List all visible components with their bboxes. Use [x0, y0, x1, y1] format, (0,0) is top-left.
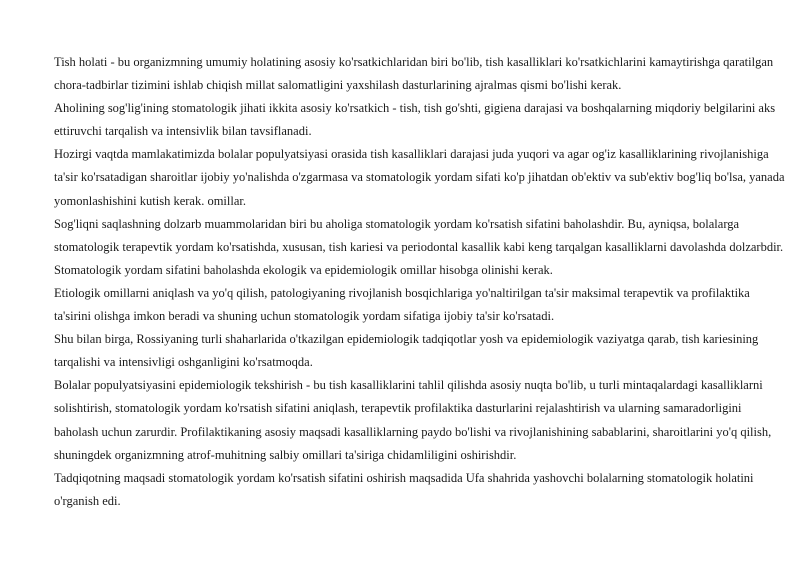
- paragraph: Shu bilan birga, Rossiyaning turli shaharlarida o'tkazilgan epidemiologik tadqiqotlar yosh va epidemiologik vaziyatga qarab, tish kariesining tarqalishi va intensivligi oshganligini ko'rsatmoqda.: [54, 332, 759, 370]
- paragraph: Bolalar populyatsiyasini epidemiologik tekshirish - bu tish kasalliklarini tahlil qilishda asosiy nuqta bo'lib, u turli mintaqalardagi kasalliklarni solishtirish, stomatologik yordam ko'rsatish sifatini aniqlash, terapevtik profilaktika dasturlarini rejalashtirish va ularning samaradorligini baholash uchun zarurdir. Profilaktikaning asosiy maqsadi kasalliklarning paydo bo'lishi va rivojlanishining sabablarini, sharoitlarini yo'q qilish, shuningdek organizmning atrof-muhitning salbiy omillari ta'siriga chidamliligini oshirishdir.: [54, 378, 772, 462]
- paragraph: Tish holati - bu organizmning umumiy holatining asosiy ko'rsatkichlaridan biri bo'lib, tish kasalliklari ko'rsatkichlarini kamaytirishga qaratilgan chora-tadbirlar tizimini ishlab chiqish millat salomatligini yaxshilash dasturlarining ajralmas qismi bo'lishi kerak.: [54, 55, 774, 93]
- document-page: [54, 51, 786, 513]
- paragraph: Hozirgi vaqtda mamlakatimizda bolalar populyatsiyasi orasida tish kasalliklari darajasi juda yuqori va agar og'iz kasalliklarining rivojlanishiga ta'sir ko'rsatadigan sharoitlar ijobiy yo'nalishda o'zgarmasa va stomatologik yordam sifati ko'p jihatdan ob'ektiv va sub'ektiv bog'liq bo'lsa, yanada yomonlashishini kutish kerak. omillar.: [54, 147, 785, 208]
- paragraph: Aholining sog'lig'ining stomatologik jihati ikkita asosiy ko'rsatkich - tish, tish go'shti, gigiena darajasi va boshqalarning miqdoriy belgilarini aks ettiruvchi tarqalish va intensivlik bilan tavsiflanadi.: [54, 101, 776, 139]
- paragraph: Etiologik omillarni aniqlash va yo'q qilish, patologiyaning rivojlanish bosqichlariga yo'naltirilgan ta'sir maksimal terapevtik va profilaktika ta'sirini olishga imkon beradi va shuning uchun stomatologik yordam sifatiga ijobiy ta'sir ko'rsatadi.: [54, 285, 750, 324]
- paragraph: Sog'liqni saqlashning dolzarb muammolaridan biri bu aholiga stomatologik yordam ko'rsatish sifatini baholashdir. Bu, ayniqsa, bolalarga stomatologik terapevtik yordam ko'rsatishda, xususan, tish kariesi va periodontal kasallik kabi keng tarqalgan kasalliklarni davolashda dolzarbdir. Stomatologik yordam sifatini baholashda ekologik va epidemiologik omillar hisobga olinishi kerak.: [54, 216, 784, 277]
- paragraph: Tadqiqotning maqsadi stomatologik yordam ko'rsatish sifatini oshirish maqsadida Ufa shahrida yashovchi bolalarning stomatologik holatini o'rganish edi.: [54, 470, 754, 508]
